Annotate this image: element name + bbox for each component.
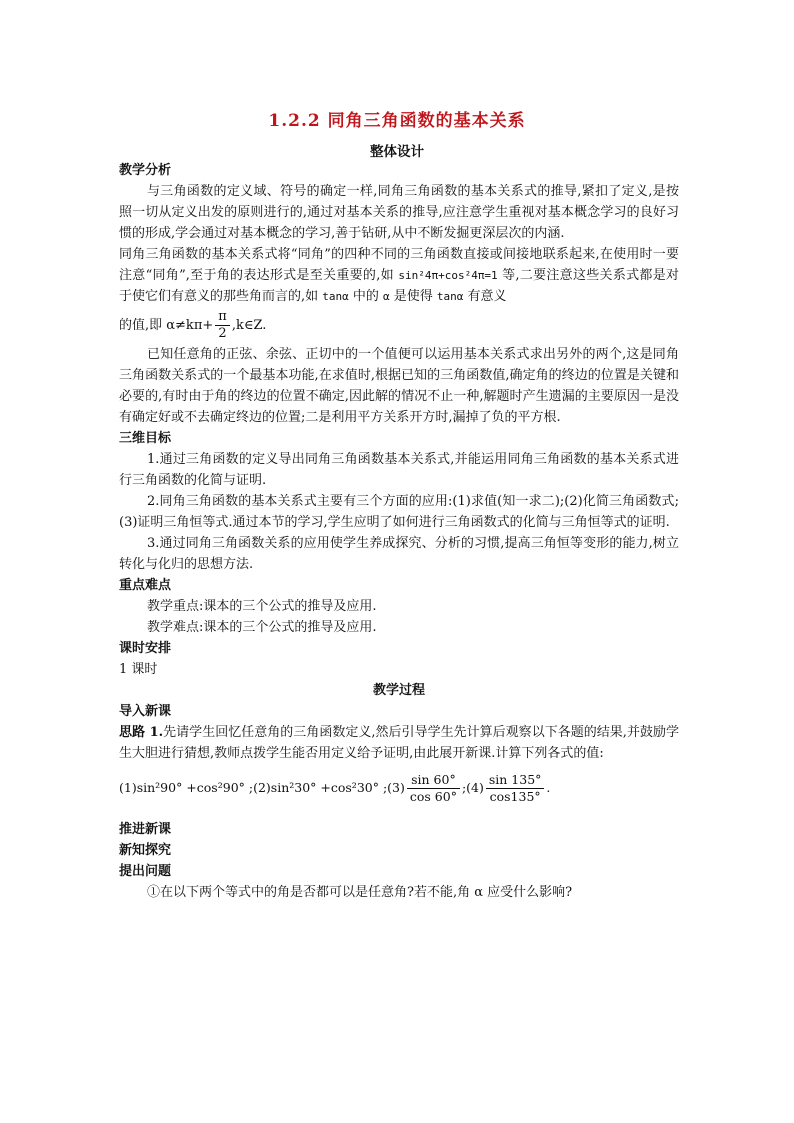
text: ;(4) [461,780,484,795]
paragraph: 教学重点:课本的三个公式的推导及应用. [147,599,377,614]
fraction-numerator: π [215,309,230,326]
section-heading-key: 重点难点 [119,578,172,593]
paragraph: 与三角函数的定义域、符号的确定一样,同角三角函数的基本关系式的推导,紧扣了定义,是按照一切从定义出发的原则进行的,通过对基本关系的推导,应注意学生重视对基本概念学习的良好习惯的形成,学会通过对基本概念的学习,善于钻研,从中不断发掘更深层次的内涵. [119,184,679,241]
text: ,k∈Z. [231,318,267,333]
section-heading-intro: 导入新课 [119,704,172,719]
section-heading-advance: 推进新课 [119,822,172,837]
label: 思路 1. [119,725,164,740]
section-heading-analysis: 教学分析 [119,163,172,178]
formula: sin²4π+cos²4π=1 [398,269,498,282]
text: (3) [387,780,405,795]
text: 等,二要注意这些关系式都是对于使它们有意义的那些角而言的,如 [119,268,679,304]
formula: tanα [436,290,464,303]
document-body [119,160,679,903]
section-heading-schedule: 课时安排 [119,641,172,656]
calculation-line [119,772,679,805]
text: 先请学生回忆任意角的三角函数定义,然后引导学生先计算后观察以下各题的结果,并鼓励学生大胆进行猜想,教师点拨学生能否用定义给予证明,由此展开新课.计算下列各式的值: [119,725,679,761]
section-heading-explore: 新知探究 [119,843,172,858]
fraction [215,309,230,342]
fraction [486,772,545,805]
fraction-numerator: sin 60° [407,772,460,789]
paragraph [119,244,679,307]
paragraph [119,309,679,342]
formula: tanα [322,290,349,303]
text: . [546,780,551,795]
paragraph [119,722,679,764]
list-item: 1.通过三角函数的定义导出同角三角函数基本关系式,并能运用同角三角函数的基本关系式进行三角函数的化简与证明. [119,452,679,488]
fraction-denominator: cos 60° [409,789,457,804]
section-heading-goals: 三维目标 [119,431,172,446]
text: 同角三角函数的基本关系式将“同角”的四种不同的三角函数直接或间接地联系起来,在使用时一要注意“同角”,至于角的表达形式是至关重要的,如 [119,247,679,283]
text: (2)sin²30° +cos²30° ; [253,780,388,795]
text: 的值,即 α≠kπ+ [119,318,214,333]
document-subtitle: 整体设计 [370,144,424,160]
paragraph: ①在以下两个等式中的角是否都可以是任意角?若不能,角 α 应受什么影响? [147,885,573,900]
paragraph: 教学难点:课本的三个公式的推导及应用. [147,620,377,635]
text: 有意义 [463,289,507,304]
section-heading-process: 教学过程 [372,683,425,698]
list-item: 3.通过同角三角函数关系的应用使学生养成探究、分析的习惯,提高三角恒等变形的能力,树立转化与化归的思想方法. [119,536,679,572]
list-item: 2.同角三角函数的基本关系式主要有三个方面的应用:(1)求值(知一求二);(2)化简三角函数式;(3)证明三角恒等式.通过本节的学习,学生应明了如何进行三角函数式的化简与三角恒等式的证明. [119,494,679,530]
text: 中的 [348,289,384,304]
fraction-denominator: cos135° [489,789,541,804]
fraction [407,772,460,805]
formula: α [383,290,390,303]
section-heading-question: 提出问题 [119,864,172,879]
text: 是使得 [389,289,437,304]
document-title: 1.2.2 同角三角函数的基本关系 [268,111,526,131]
fraction-denominator: 2 [218,326,227,341]
paragraph: 1 课时 [119,662,158,677]
fraction-numerator: sin 135° [486,772,545,789]
text: (1)sin²90° +cos²90° ; [119,780,254,795]
paragraph: 已知任意角的正弦、余弦、正切中的一个值便可以运用基本关系式求出另外的两个,这是同角三角函数关系式的一个最基本功能,在求值时,根据已知的三角函数值,确定角的终边的位置是关键和必要的,有时由于角的终边的位置不确定,因此解的情况不止一种,解题时产生遗漏的主要原因一是没有确定好或不去确定终边的位置;二是利用平方关系开方时,漏掉了负的平方根. [119,347,679,425]
